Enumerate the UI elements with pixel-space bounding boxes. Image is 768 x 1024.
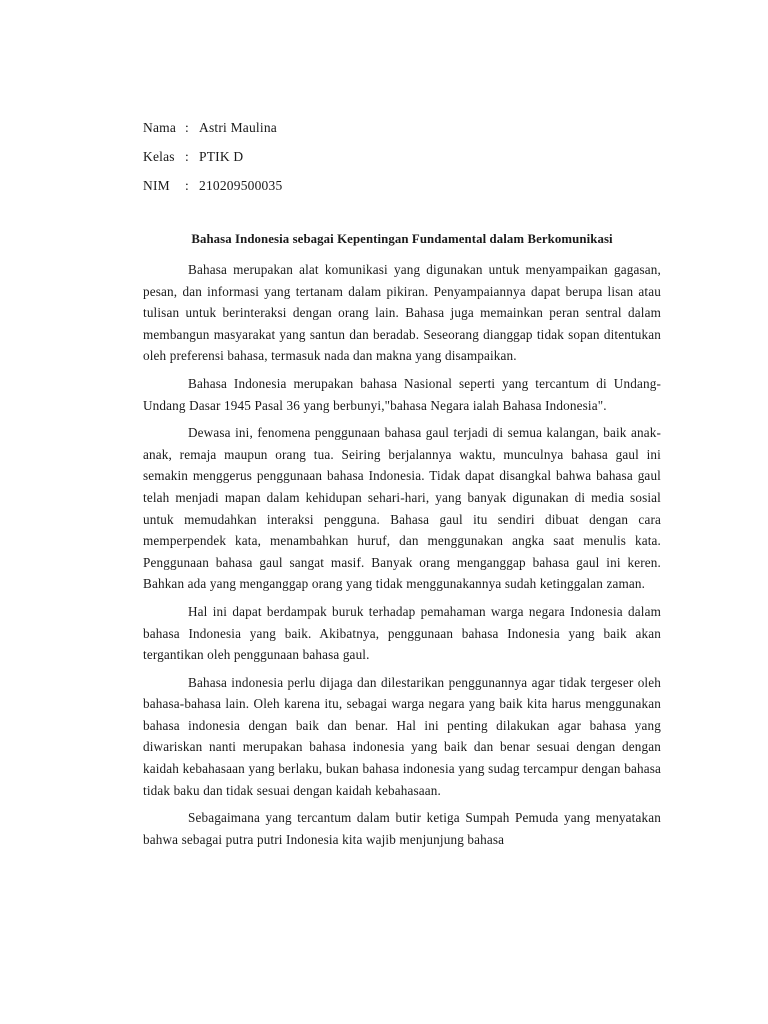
name-separator: :: [185, 120, 189, 135]
paragraph: Bahasa Indonesia merupakan bahasa Nasional seperti yang tercantum di Undang-Undang Dasar 1945 Pasal 36 yang berbunyi,"bahasa Negara ialah Bahasa Indonesia".: [143, 375, 661, 413]
name-value: Astri Maulina: [199, 120, 277, 135]
name-row: [143, 113, 282, 142]
class-label: Kelas: [143, 149, 175, 164]
paragraph: Dewasa ini, fenomena penggunaan bahasa gaul terjadi di semua kalangan, baik anak-anak, remaja maupun orang tua. Seiring berjalannya waktu, munculnya bahasa gaul ini semakin menggerus penggunaan bahasa Indonesia. Tidak dapat disangkal bahwa bahasa gaul telah menjadi mapan dalam kehidupan sehari-hari, yang banyak digunakan di media sosial untuk memudahkan interaksi pengguna. Bahasa gaul itu sendiri dibuat dengan cara memperpendek kata, menambahkan huruf, dan menggunakan angka saat menulis kata. Penggunaan bahasa gaul sangat masif. Banyak orang menganggap bahasa gaul ini keren. Bahkan ada yang menganggap orang yang tidak menggunakannya sudah ketinggalan zaman.: [143, 425, 661, 592]
name-label: Nama: [143, 120, 177, 135]
class-row: [143, 142, 282, 171]
nim-separator: :: [185, 178, 189, 193]
paragraph: Sebagaimana yang tercantum dalam butir ketiga Sumpah Pemuda yang menyatakan bahwa sebagai putra putri Indonesia kita wajib menjunjung bahasa: [143, 810, 661, 847]
paragraph: Bahasa indonesia perlu dijaga dan dilestarikan penggunannya agar tidak tergeser oleh bahasa-bahasa lain. Oleh karena itu, sebagai warga negara yang baik kita harus menggunakan bahasa indonesia dengan baik dan benar. Hal ini penting dilakukan agar bahasa yang diwariskan nanti merupakan bahasa indonesia yang baik dan benar sesuai dengan dengan kaidah kebahasaan yang berlaku, bukan bahasa indonesia yang sudag tercampur dengan bahasa tidak baku dan tidak sesuai dengan kaidah kebahasaan.: [143, 674, 661, 798]
class-value: PTIK D: [199, 149, 244, 164]
class-separator: :: [185, 149, 189, 164]
document-body: [143, 259, 661, 856]
paragraph: Bahasa merupakan alat komunikasi yang digunakan untuk menyampaikan gagasan, pesan, dan informasi yang tertanam dalam pikiran. Penyampaiannya dapat berupa lisan atau tulisan untuk berinteraksi dengan orang lain. Bahasa juga memainkan peran sentral dalam membangun masyarakat yang santun dan beradab. Seseorang dianggap tidak sopan ditentukan oleh preferensi bahasa, termasuk nada dan makna yang disampaikan.: [143, 262, 661, 364]
nim-value: 210209500035: [199, 178, 283, 193]
identity-block: [143, 113, 282, 200]
document-title: Bahasa Indonesia sebagai Kepentingan Fundamental dalam Berkomunikasi: [191, 232, 613, 246]
nim-label: NIM: [143, 178, 170, 193]
paragraph: Hal ini dapat berdampak buruk terhadap pemahaman warga negara Indonesia dalam bahasa Indonesia yang baik. Akibatnya, penggunaan bahasa Indonesia yang baik akan tergantikan oleh penggunaan bahasa gaul.: [143, 603, 661, 663]
nim-row: [143, 171, 282, 200]
